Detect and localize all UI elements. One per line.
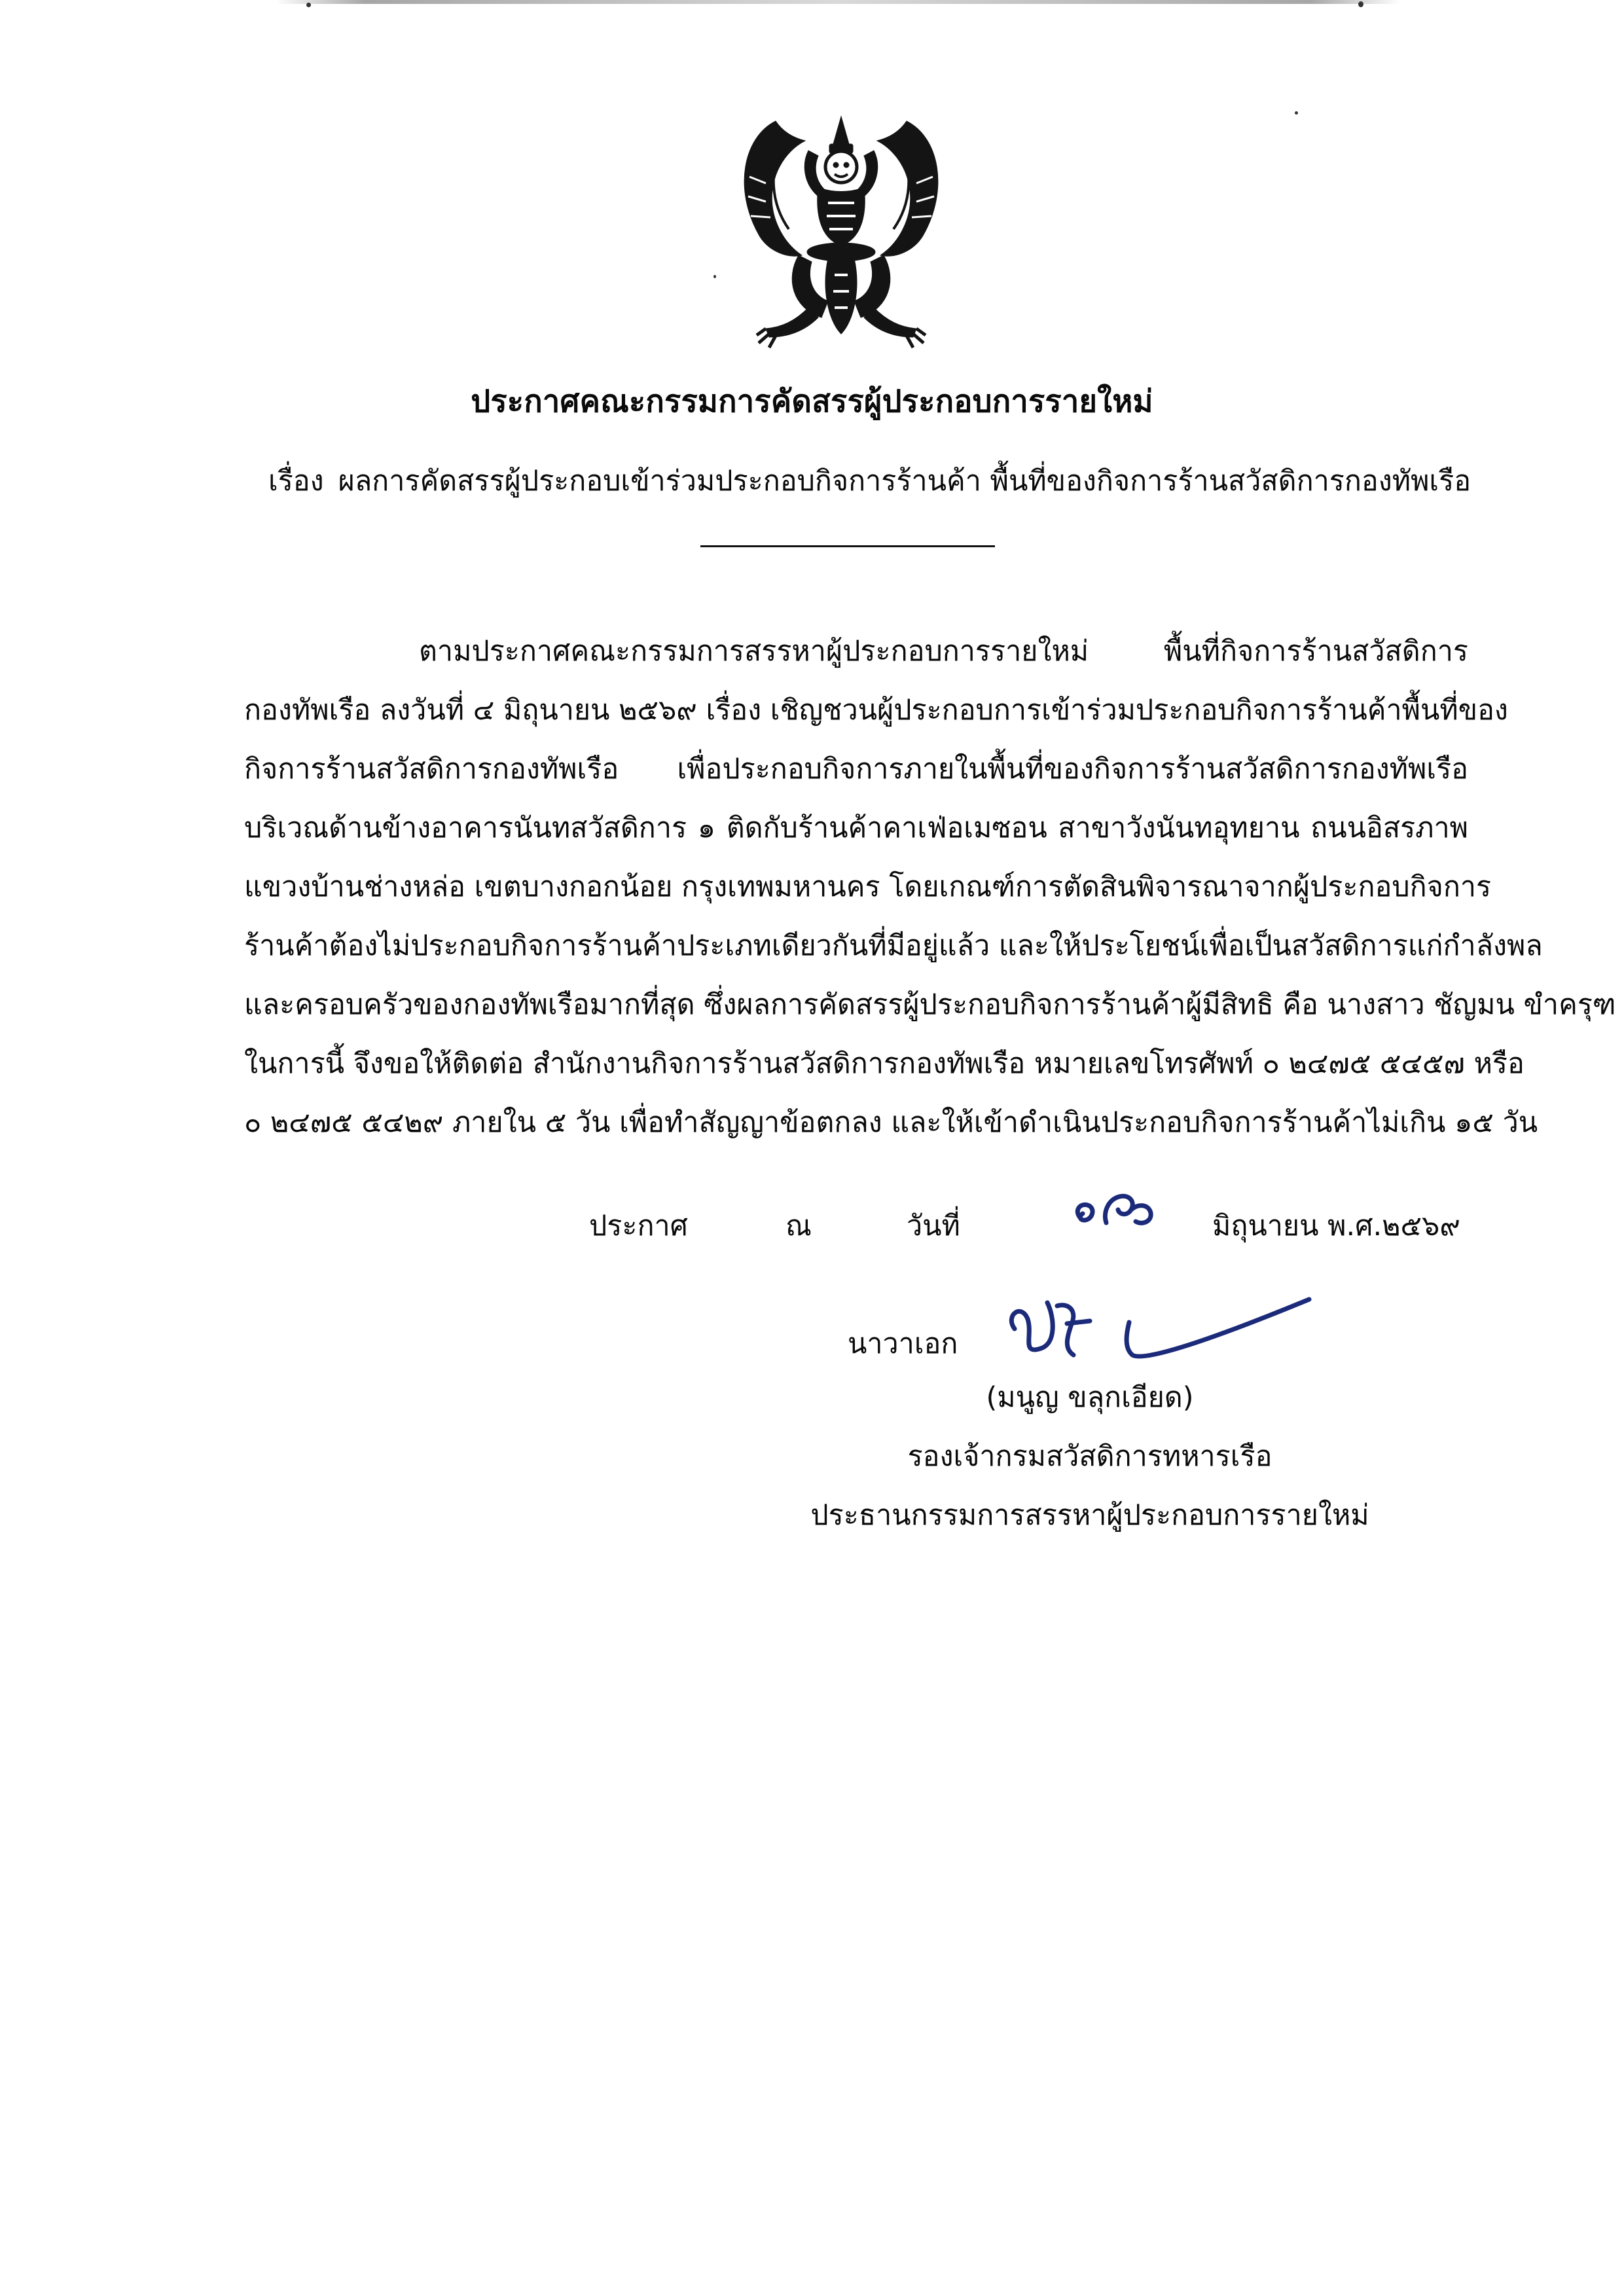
scan-speck	[1295, 111, 1298, 115]
body-line: บริเวณด้านข้างอาคารนันทสวัสดิการ ๑ ติดกับร้านค้าคาเฟ่อเมซอน สาขาวังนันทอุทยาน ถนนอิสรภาพ	[244, 812, 1468, 844]
body-line: ร้านค้าต้องไม่ประกอบกิจการร้านค้าประเภทเดียวกันที่มีอยู่แล้ว และให้ประโยชน์เพื่อเป็นสวัสดิการแก่กำลังพล	[244, 930, 1543, 962]
scan-top-edge	[275, 0, 1401, 4]
announce-at: ณ	[785, 1210, 812, 1242]
title-divider	[700, 545, 995, 547]
announce-month-year: มิถุนายน พ.ศ.๒๕๖๙	[1212, 1210, 1460, 1242]
body-line: กองทัพเรือ ลงวันที่ ๔ มิถุนายน ๒๕๖๙ เรื่อง เชิญชวนผู้ประกอบการเข้าร่วมประกอบกิจการร้านค้าพื้นที่ของ	[244, 694, 1508, 727]
body-line: แขวงบ้านช่างหล่อ เขตบางกอกน้อย กรุงเทพมหานคร โดยเกณฑ์การตัดสินพิจารณาจากผู้ประกอบกิจการ	[244, 871, 1492, 903]
body-line: ในการนี้ จึงขอให้ติดต่อ สำนักงานกิจการร้านสวัสดิการกองทัพเรือ หมายเลขโทรศัพท์ ๐ ๒๔๗๕ ๕๔๕๗ หรือ	[244, 1047, 1525, 1080]
body-line: ๐ ๒๔๗๕ ๕๔๒๙ ภายใน ๕ วัน เพื่อทำสัญญาข้อตกลง และให้เข้าดำเนินประกอบกิจการร้านค้าไม่เกิน ๑๕ วัน	[244, 1106, 1538, 1139]
scan-speck	[713, 275, 716, 278]
document-subject	[268, 458, 1512, 503]
garuda-emblem-icon	[730, 111, 952, 353]
body-line: กิจการร้านสวัสดิการกองทัพเรือ เพื่อประกอบกิจการภายในพื้นที่ของกิจการร้านสวัสดิการกองทัพเรือ	[244, 753, 1468, 786]
scan-speck	[1358, 1, 1363, 7]
handwritten-signature-icon	[1001, 1283, 1322, 1375]
announce-date-label: วันที่	[907, 1210, 960, 1242]
announce-label: ประกาศ	[589, 1210, 688, 1242]
document-title: ประกาศคณะกรรมการคัดสรรผู้ประกอบการรายใหม่	[471, 384, 1153, 420]
subject-label: เรื่อง	[268, 465, 324, 497]
handwritten-day-icon	[1067, 1184, 1165, 1236]
signatory-position-1: รองเจ้ากรมสวัสดิการทหารเรือ	[907, 1440, 1272, 1473]
scan-speck	[306, 3, 311, 7]
body-line: และครอบครัวของกองทัพเรือมากที่สุด ซึ่งผลการคัดสรรผู้ประกอบกิจการร้านค้าผู้มีสิทธิ คือ นางสาว ชัญมน ขำครุฑ	[244, 988, 1616, 1021]
signatory-rank: นาวาเอก	[848, 1328, 958, 1360]
body-line: ตามประกาศคณะกรรมการสรรหาผู้ประกอบการรายใหม่ พื้นที่กิจการร้านสวัสดิการ	[419, 635, 1468, 668]
subject-text: ผลการคัดสรรผู้ประกอบเข้าร่วมประกอบกิจการร้านค้า พื้นที่ของกิจการร้านสวัสดิการกองทัพเรือ	[338, 465, 1471, 497]
signatory-position-2: ประธานกรรมการสรรหาผู้ประกอบการรายใหม่	[810, 1499, 1369, 1532]
signatory-name: (มนูญ ขลุกเอียด)	[986, 1381, 1194, 1414]
